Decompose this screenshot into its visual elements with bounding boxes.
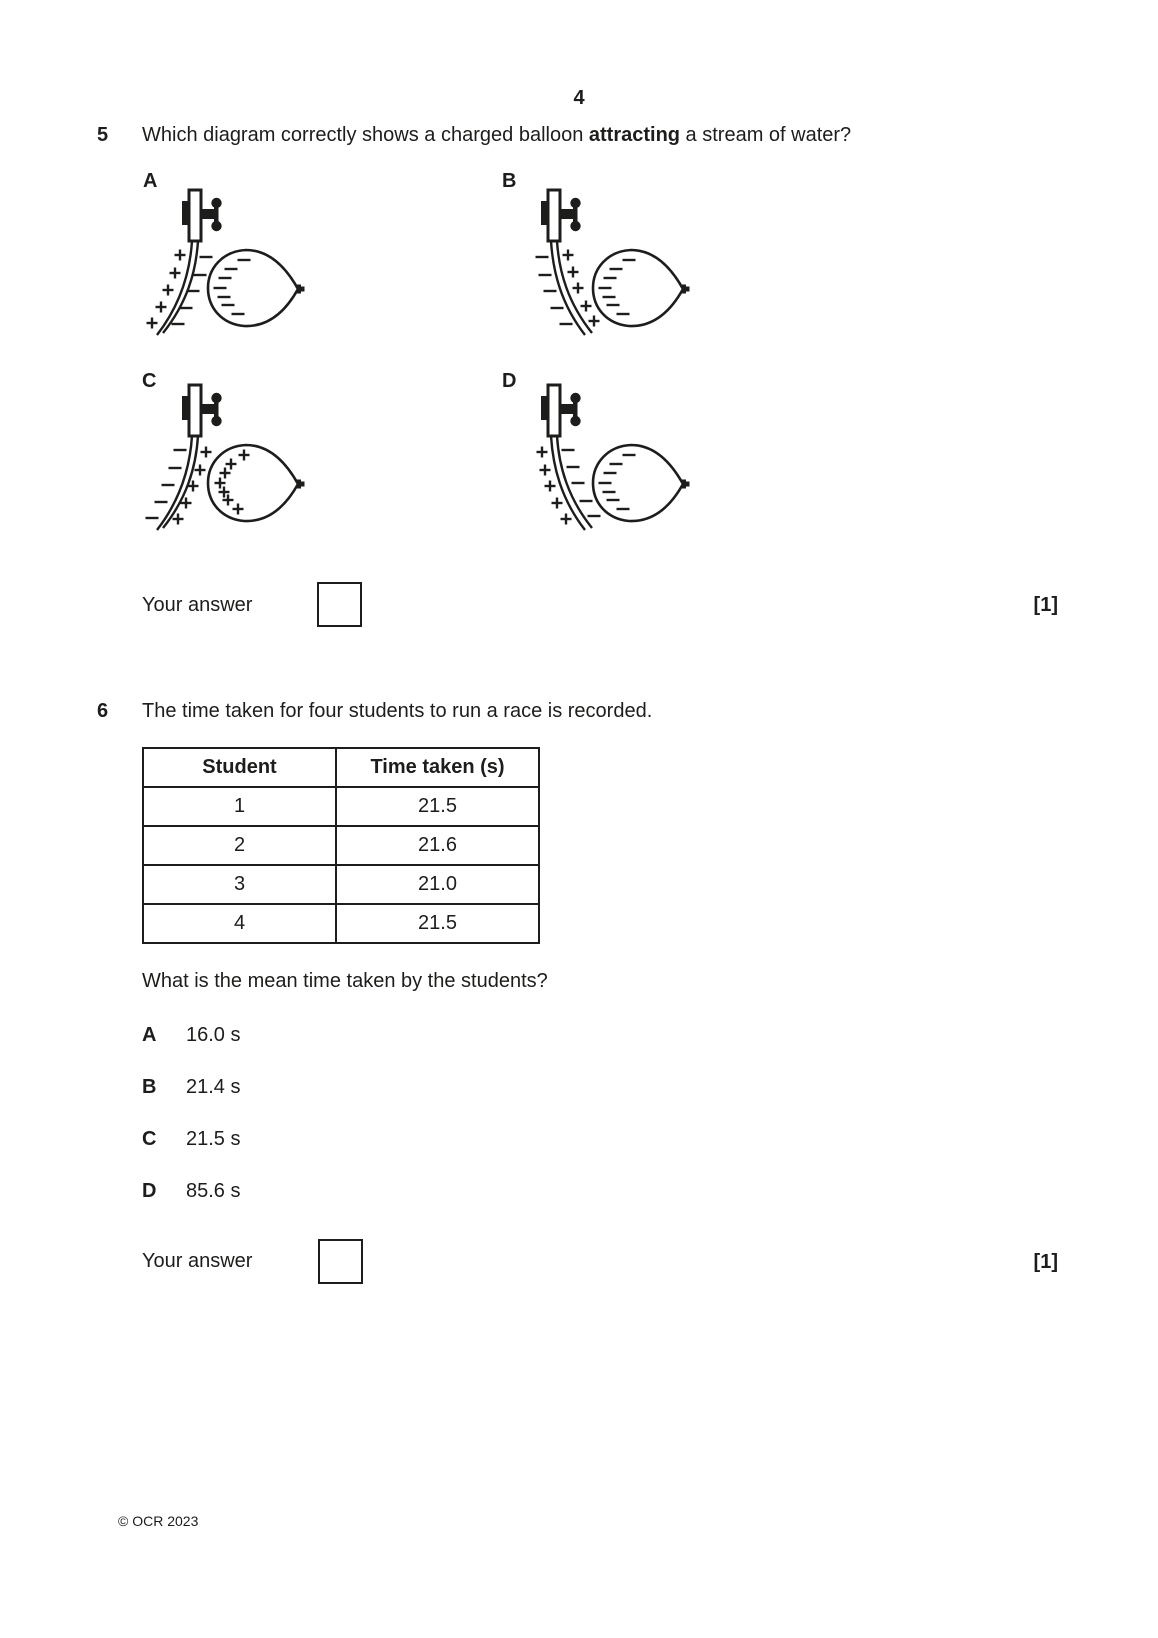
- copyright-footer: © OCR 2023: [118, 1513, 199, 1529]
- table-header-row: [143, 748, 539, 787]
- table-header-student: Student: [143, 748, 336, 787]
- q5-marks: [1]: [1033, 594, 1058, 616]
- diagram-option-d: [470, 355, 700, 545]
- option-b-row: [142, 1075, 240, 1099]
- q6-sub-question: What is the mean time taken by the students?: [142, 970, 548, 992]
- tap-balloon-diagram-b: [470, 160, 700, 350]
- option-a-row: [142, 1023, 240, 1047]
- table-row: [143, 826, 539, 865]
- question-5-line: [97, 123, 851, 147]
- option-c-row: [142, 1127, 240, 1151]
- table-row: [143, 904, 539, 943]
- diagram-b-label: B: [502, 170, 517, 192]
- tap-balloon-diagram-a: [130, 160, 360, 350]
- question-6-prompt: The time taken for four students to run a race is recorded.: [142, 700, 653, 722]
- time-cell: 21.6: [336, 826, 539, 865]
- table-row: [143, 865, 539, 904]
- option-b-value: 21.4 s: [186, 1076, 241, 1098]
- option-a-letter: A: [142, 1024, 157, 1046]
- option-c-letter: C: [142, 1128, 157, 1150]
- option-c-value: 21.5 s: [186, 1128, 241, 1150]
- question-6-number: 6: [97, 700, 109, 722]
- diagram-option-a: [130, 160, 360, 350]
- q5-your-answer-label: Your answer: [142, 594, 253, 616]
- q6-marks: [1]: [1033, 1251, 1058, 1273]
- option-d-value: 85.6 s: [186, 1180, 241, 1202]
- question-5-text-after: a stream of water?: [680, 124, 852, 146]
- question-5-number: 5: [97, 124, 109, 146]
- page-number: 4: [573, 87, 585, 109]
- diagram-option-b: [470, 160, 700, 350]
- q6-answer-box[interactable]: [318, 1239, 363, 1284]
- table-header-time: Time taken (s): [336, 748, 539, 787]
- option-d-row: [142, 1179, 240, 1203]
- question-5-text-before: Which diagram correctly shows a charged balloon: [142, 124, 589, 146]
- question-6-line: [97, 699, 652, 723]
- diagram-d-label: D: [502, 370, 517, 392]
- race-times-table: [142, 747, 540, 944]
- table-row: [143, 787, 539, 826]
- q5-answer-box[interactable]: [317, 582, 362, 627]
- option-b-letter: B: [142, 1076, 157, 1098]
- diagram-a-label: A: [143, 170, 158, 192]
- student-cell: 3: [143, 865, 336, 904]
- question-5-prompt: [142, 123, 851, 147]
- time-cell: 21.0: [336, 865, 539, 904]
- question-5-text-bold: attracting: [588, 124, 680, 146]
- diagram-c-label: C: [142, 370, 157, 392]
- student-cell: 1: [143, 787, 336, 826]
- time-cell: 21.5: [336, 904, 539, 943]
- student-cell: 4: [143, 904, 336, 943]
- tap-balloon-diagram-c: [130, 355, 360, 545]
- option-a-value: 16.0 s: [186, 1024, 241, 1046]
- option-d-letter: D: [142, 1180, 157, 1202]
- diagram-option-c: [130, 355, 360, 545]
- student-cell: 2: [143, 826, 336, 865]
- tap-balloon-diagram-d: [470, 355, 700, 545]
- q6-your-answer-label: Your answer: [142, 1250, 253, 1272]
- time-cell: 21.5: [336, 787, 539, 826]
